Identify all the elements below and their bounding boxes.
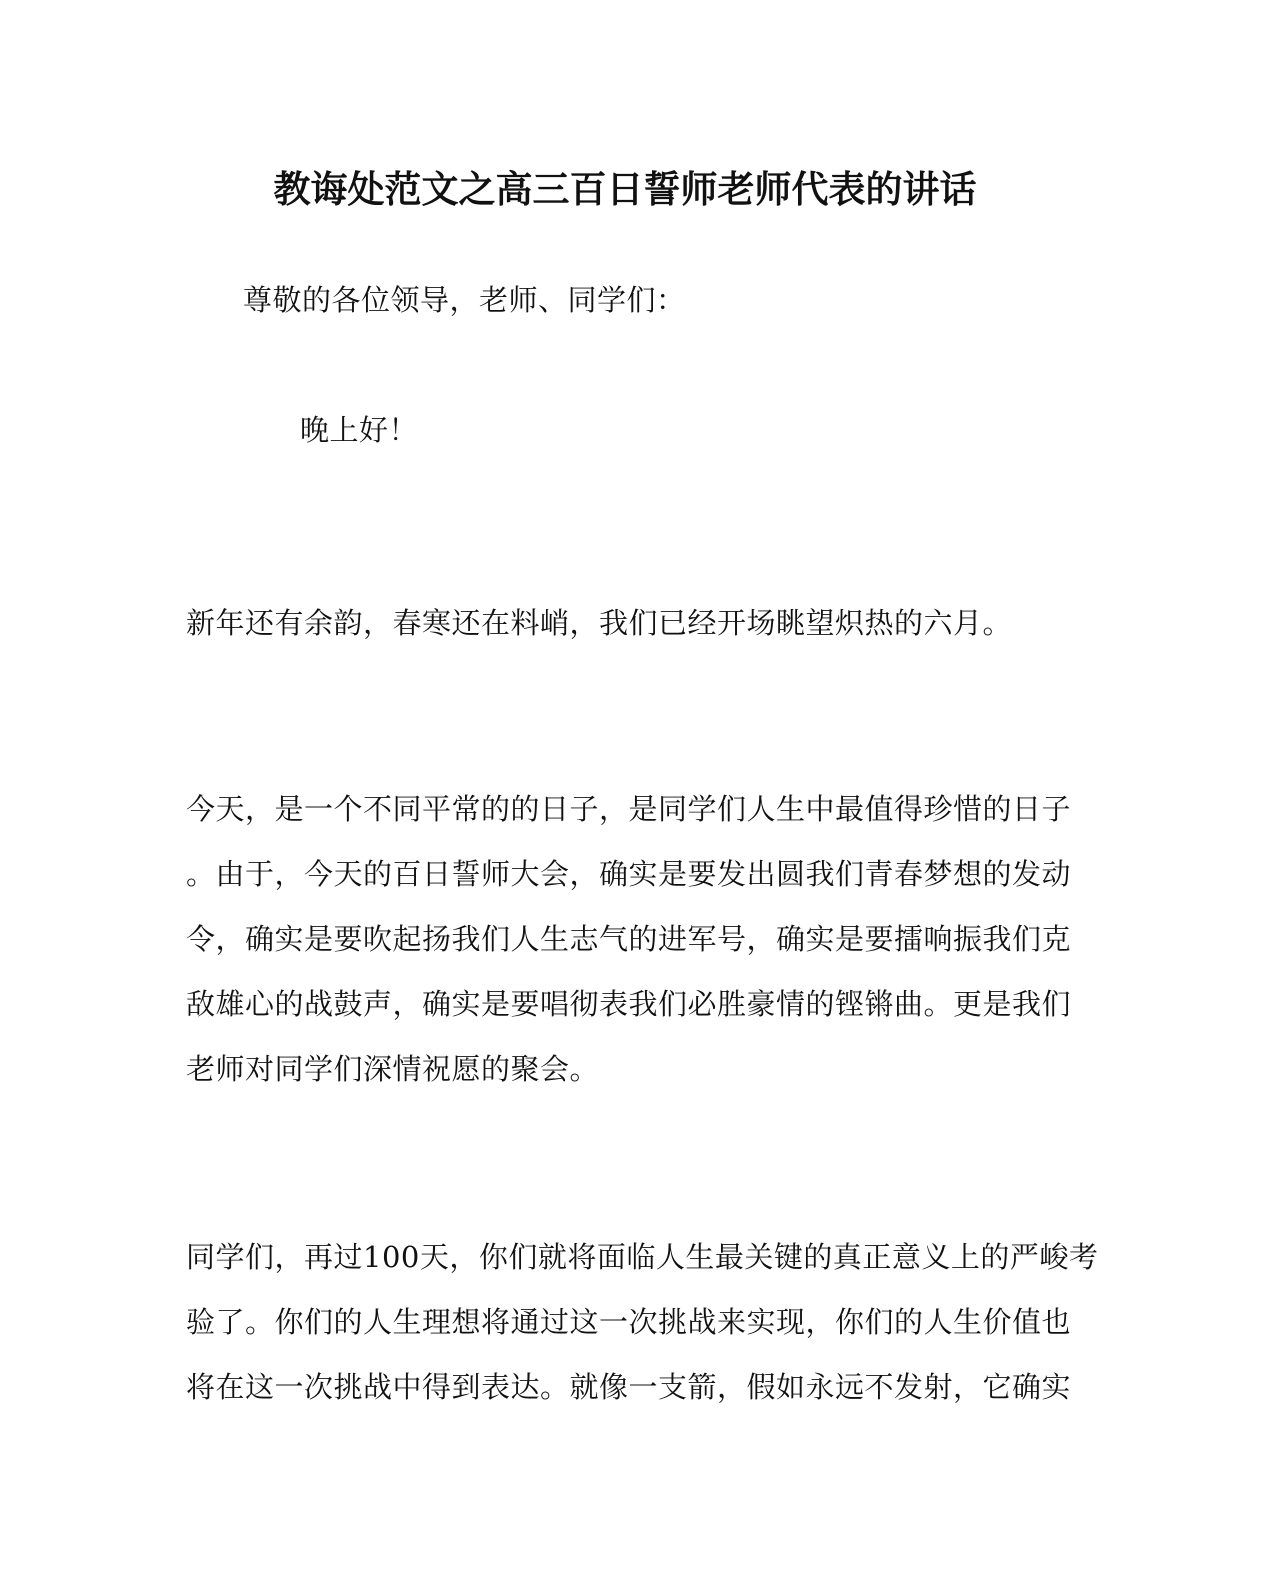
salutation: 尊敬的各位领导，老师、同学们： [243, 283, 686, 317]
paragraph-2-line-1: 今天，是一个不同平常的的日子，是同学们人生中最值得珍惜的日子 [186, 792, 1072, 826]
paragraph-2-line-2: 。由于，今天的百日誓师大会，确实是要发出圆我们青春梦想的发动 [186, 857, 1072, 891]
paragraph-3-line-3: 将在这一次挑战中得到表达。就像一支箭，假如永远不发射，它确实 [186, 1370, 1072, 1404]
paragraph-2-line-5: 老师对同学们深情祝愿的聚会。 [186, 1052, 600, 1086]
paragraph-1-line-1: 新年还有余韵，春寒还在料峭，我们已经开场眺望炽热的六月。 [186, 606, 1013, 640]
greeting: 晚上好！ [300, 413, 419, 447]
paragraph-2-line-4: 敌雄心的战鼓声，确实是要唱彻表我们必胜豪情的铿锵曲。更是我们 [186, 987, 1072, 1021]
paragraph-3-line-2: 验了。你们的人生理想将通过这一次挑战来实现，你们的人生价值也 [186, 1305, 1072, 1339]
paragraph-2-line-3: 令，确实是要吹起扬我们人生志气的进军号，确实是要擂响振我们克 [186, 922, 1072, 956]
paragraph-3-line-1: 同学们，再过100天，你们就将面临人生最关键的真正意义上的严峻考 [186, 1240, 1099, 1274]
document-title: 教诲处范文之高三百日誓师老师代表的讲话 [273, 167, 977, 211]
